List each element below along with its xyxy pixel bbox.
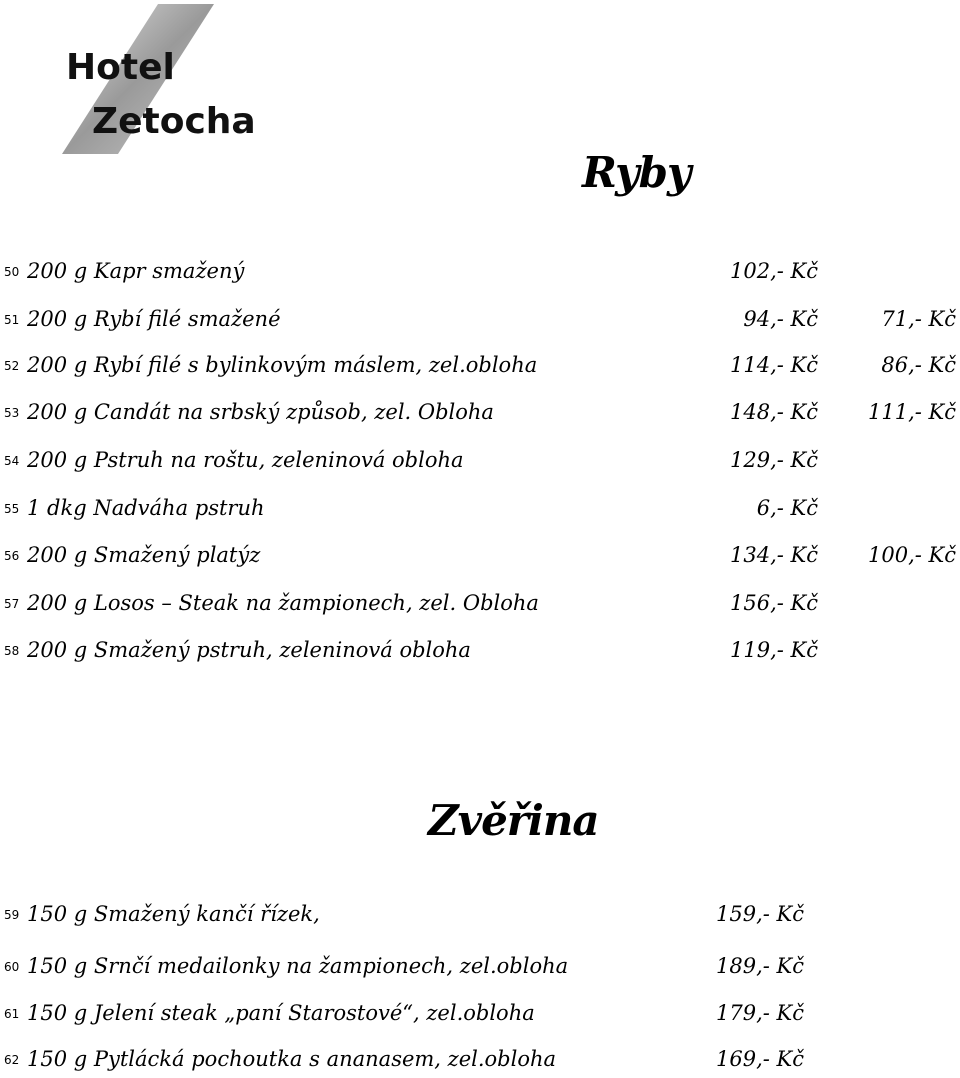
item-name: 200 g Losos – Steak na žampionech, zel. Obloha [27, 591, 539, 615]
menu-item [0, 587, 960, 619]
item-price: 114,- Kč [730, 353, 818, 377]
logo-stars: ★★★ [200, 22, 250, 41]
menu-item [0, 349, 960, 381]
menu-item [0, 898, 960, 930]
item-price-half: 100,- Kč [868, 543, 956, 567]
item-name: 200 g Rybí filé smažené [27, 307, 281, 331]
hotel-logo [62, 4, 256, 154]
item-price: 134,- Kč [730, 543, 818, 567]
item-price: 189,- Kč [716, 954, 804, 978]
item-name: 150 g Jelení steak „paní Starostové“, zel.obloha [27, 1001, 535, 1025]
item-name: 200 g Smažený pstruh, zeleninová obloha [27, 638, 471, 662]
item-price: 148,- Kč [730, 400, 818, 424]
item-number: 58 [4, 644, 20, 658]
menu-item [0, 1043, 960, 1075]
item-name: 200 g Pstruh na roštu, zeleninová obloha [27, 448, 464, 472]
item-price: 179,- Kč [716, 1001, 804, 1025]
item-price: 159,- Kč [716, 902, 804, 926]
menu-item [0, 303, 960, 335]
item-number: 50 [4, 265, 20, 279]
item-number: 55 [4, 502, 20, 516]
item-price: 119,- Kč [730, 638, 818, 662]
menu-item [0, 255, 960, 287]
item-price-half: 111,- Kč [868, 400, 956, 424]
section-title-game: Zvěřina [428, 796, 599, 845]
item-name: 200 g Candát na srbský způsob, zel. Obloha [27, 400, 494, 424]
menu-item [0, 997, 960, 1029]
item-price: 102,- Kč [730, 259, 818, 283]
item-price: 6,- Kč [756, 496, 818, 520]
logo-text-line1: Hotel [66, 47, 175, 88]
item-number: 59 [4, 908, 20, 922]
item-name: 200 g Smažený platýz [27, 543, 261, 567]
item-price: 169,- Kč [716, 1047, 804, 1071]
item-number: 53 [4, 406, 20, 420]
item-number: 51 [4, 313, 20, 327]
item-price: 94,- Kč [743, 307, 818, 331]
item-name: 200 g Kapr smažený [27, 259, 245, 283]
item-name: 200 g Rybí filé s bylinkovým máslem, zel.obloha [27, 353, 538, 377]
item-number: 60 [4, 960, 20, 974]
section-title-fish: Ryby [582, 148, 691, 197]
item-price: 156,- Kč [730, 591, 818, 615]
menu-item [0, 444, 960, 476]
item-name: 1 dkg Nadváha pstruh [27, 496, 265, 520]
menu-item [0, 950, 960, 982]
item-number: 52 [4, 359, 20, 373]
item-name: 150 g Smažený kančí řízek, [27, 902, 320, 926]
menu-item [0, 634, 960, 666]
item-number: 62 [4, 1053, 20, 1067]
menu-item [0, 492, 960, 524]
menu-item [0, 539, 960, 571]
item-number: 61 [4, 1007, 20, 1021]
item-name: 150 g Pytlácká pochoutka s ananasem, zel.obloha [27, 1047, 557, 1071]
item-price-half: 86,- Kč [881, 353, 956, 377]
logo-text-line2: Zetocha [92, 101, 256, 142]
item-number: 57 [4, 597, 20, 611]
item-number: 56 [4, 549, 20, 563]
item-number: 54 [4, 454, 20, 468]
item-price-half: 71,- Kč [881, 307, 956, 331]
item-name: 150 g Srnčí medailonky na žampionech, zel.obloha [27, 954, 569, 978]
item-price: 129,- Kč [730, 448, 818, 472]
menu-item [0, 396, 960, 428]
